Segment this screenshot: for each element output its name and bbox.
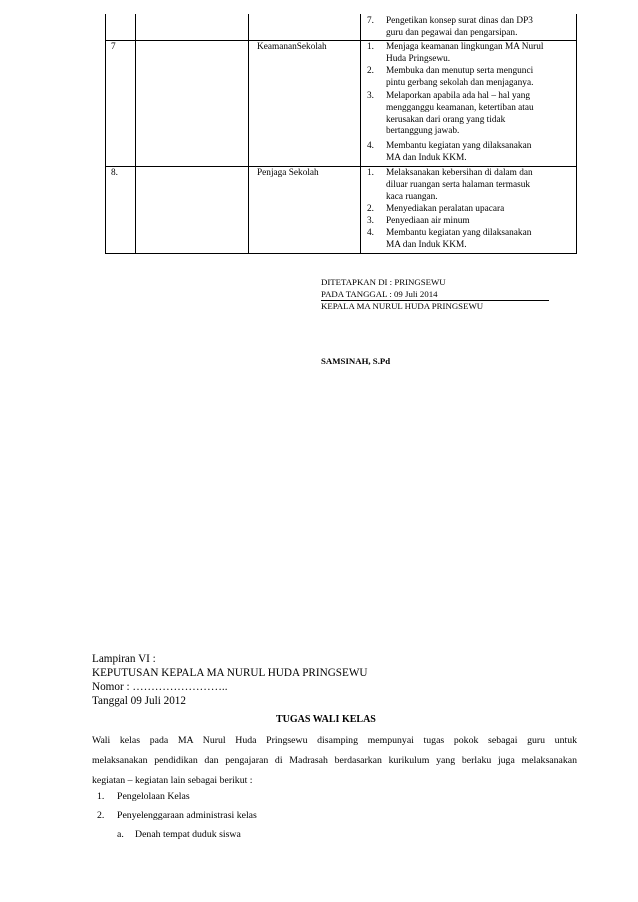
list-item: Penyediaan air minum (386, 216, 470, 226)
signature-date: PADA TANGGAL : 09 Juli 2014 (321, 289, 438, 299)
item-number: 4. (367, 141, 374, 151)
item-number: 3. (367, 216, 374, 226)
list-item: Membantu kegiatan yang dilaksanakan MA dan Induk KKM. (386, 141, 532, 163)
position-name: Penjaga Sekolah (257, 168, 319, 178)
item-number: 1. (367, 168, 374, 178)
row-number: 7 (111, 42, 116, 52)
list-item: Pengelolaan Kelas (117, 791, 190, 802)
decree-title: KEPUTUSAN KEPALA MA NURUL HUDA PRINGSEWU (92, 667, 368, 679)
signature-place: DITETAPKAN DI : PRINGSEWU (321, 277, 446, 287)
duties-table (105, 14, 577, 254)
table-border-right (576, 14, 577, 254)
row-divider (105, 40, 577, 41)
sublist-item: Denah tempat duduk siswa (135, 829, 241, 840)
section-paragraph: Wali kelas pada MA Nurul Huda Pringsewu disamping mempunyai tugas pokok sebagai guru untuk melaksanakan pendidikan dan pengajaran di Madrasah berdasarkan kurikulum yang berlaku juga melaksanakan kegiatan – kegiatan lain sebagai berikut : (92, 735, 577, 786)
decree-number: Nomor : …………………….. (92, 681, 228, 693)
section-title: TUGAS WALI KELAS (276, 714, 376, 725)
table-border-left (105, 14, 106, 254)
item-number: 2. (367, 66, 374, 76)
list-item: Melaksanakan kebersihan di dalam dan diluar ruangan serta halaman termasuk kaca ruangan. (386, 168, 533, 202)
table-border-bottom (105, 253, 577, 254)
list-item: Membantu kegiatan yang dilaksanakan MA dan Induk KKM. (386, 228, 532, 250)
signatory-name: SAMSINAH, S.Pd (321, 356, 391, 366)
attachment-label: Lampiran VI : (92, 653, 156, 665)
list-item: Melaporkan apabila ada hal – hal yang mengganggu keamanan, ketertiban atau kerusakan dari orang yang tidak bertanggung jawab. (386, 91, 534, 137)
item-number: 4. (367, 228, 374, 238)
item-number: 1. (367, 42, 374, 52)
decree-date: Tanggal 09 Juli 2012 (92, 695, 186, 707)
item-number: 7. (367, 16, 374, 26)
list-item-number: 1. (97, 791, 105, 802)
list-item: Menyediakan peralatan upacara (386, 204, 505, 214)
row-divider (105, 166, 577, 167)
list-item-number: 2. (97, 810, 105, 821)
list-item: Penyelenggaraan administrasi kelas (117, 810, 257, 821)
position-name: KeamananSekolah (257, 42, 327, 52)
column-divider (360, 14, 361, 254)
item-number: 2. (367, 204, 374, 214)
list-item: Pengetikan konsep surat dinas dan DP3 guru dan pegawai dan pengarsipan. (386, 16, 533, 38)
list-item: Menjaga keamanan lingkungan MA Nurul Huda Pringsewu. (386, 42, 544, 64)
item-number: 3. (367, 91, 374, 101)
row-number: 8. (111, 168, 118, 178)
column-divider (135, 14, 136, 254)
list-item: Membuka dan menutup serta mengunci pintu gerbang sekolah dan menjaganya. (386, 66, 534, 88)
signature-title: KEPALA MA NURUL HUDA PRINGSEWU (321, 301, 484, 311)
sublist-item-letter: a. (117, 829, 124, 840)
column-divider (248, 14, 249, 254)
